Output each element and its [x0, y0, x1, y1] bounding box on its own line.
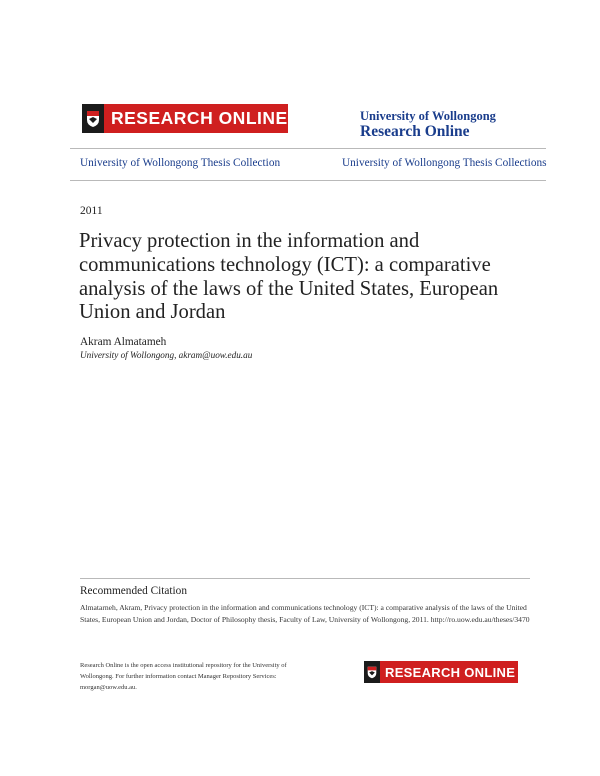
- author-affiliation: University of Wollongong, akram@uow.edu.au: [80, 350, 253, 360]
- institution-line1: University of Wollongong: [360, 109, 496, 123]
- citation-heading: Recommended Citation: [80, 585, 187, 597]
- author-name[interactable]: Akram Almatameh: [80, 336, 167, 348]
- publication-year: 2011: [80, 205, 103, 217]
- institution-line2: Research Online: [360, 123, 470, 140]
- crest-icon: [82, 104, 104, 133]
- collection-link-left[interactable]: University of Wollongong Thesis Collection: [80, 157, 281, 169]
- divider: [70, 180, 546, 181]
- logo-text: RESEARCH ONLINE: [385, 664, 516, 680]
- crest-icon: [364, 661, 380, 683]
- divider: [80, 578, 530, 579]
- institution-name[interactable]: [360, 109, 496, 141]
- research-online-logo-footer: [364, 661, 518, 683]
- divider: [70, 148, 546, 149]
- footer-text: Research Online is the open access institutional repository for the University of Wollongong. For further information contact Manager Repository Services: morgan@uow.edu.au.: [80, 662, 287, 691]
- logo-text: RESEARCH ONLINE: [111, 108, 288, 128]
- research-online-logo: [82, 104, 288, 133]
- paper-title: Privacy protection in the information and communications technology (ICT): a comparative analysis of the laws of the United States, European Union and Jordan: [79, 230, 499, 324]
- collection-link-right[interactable]: University of Wollongong Thesis Collections: [342, 157, 547, 169]
- citation-text: Almatarneh, Akram, Privacy protection in the information and communications technology (ICT): a comparative analysis of the laws of the United States, European Union and Jordan, Doctor of Philosophy thesis, Faculty of Law, University of Wollongong, 2011. http://ro.uow.edu.au/theses/3470: [80, 603, 530, 625]
